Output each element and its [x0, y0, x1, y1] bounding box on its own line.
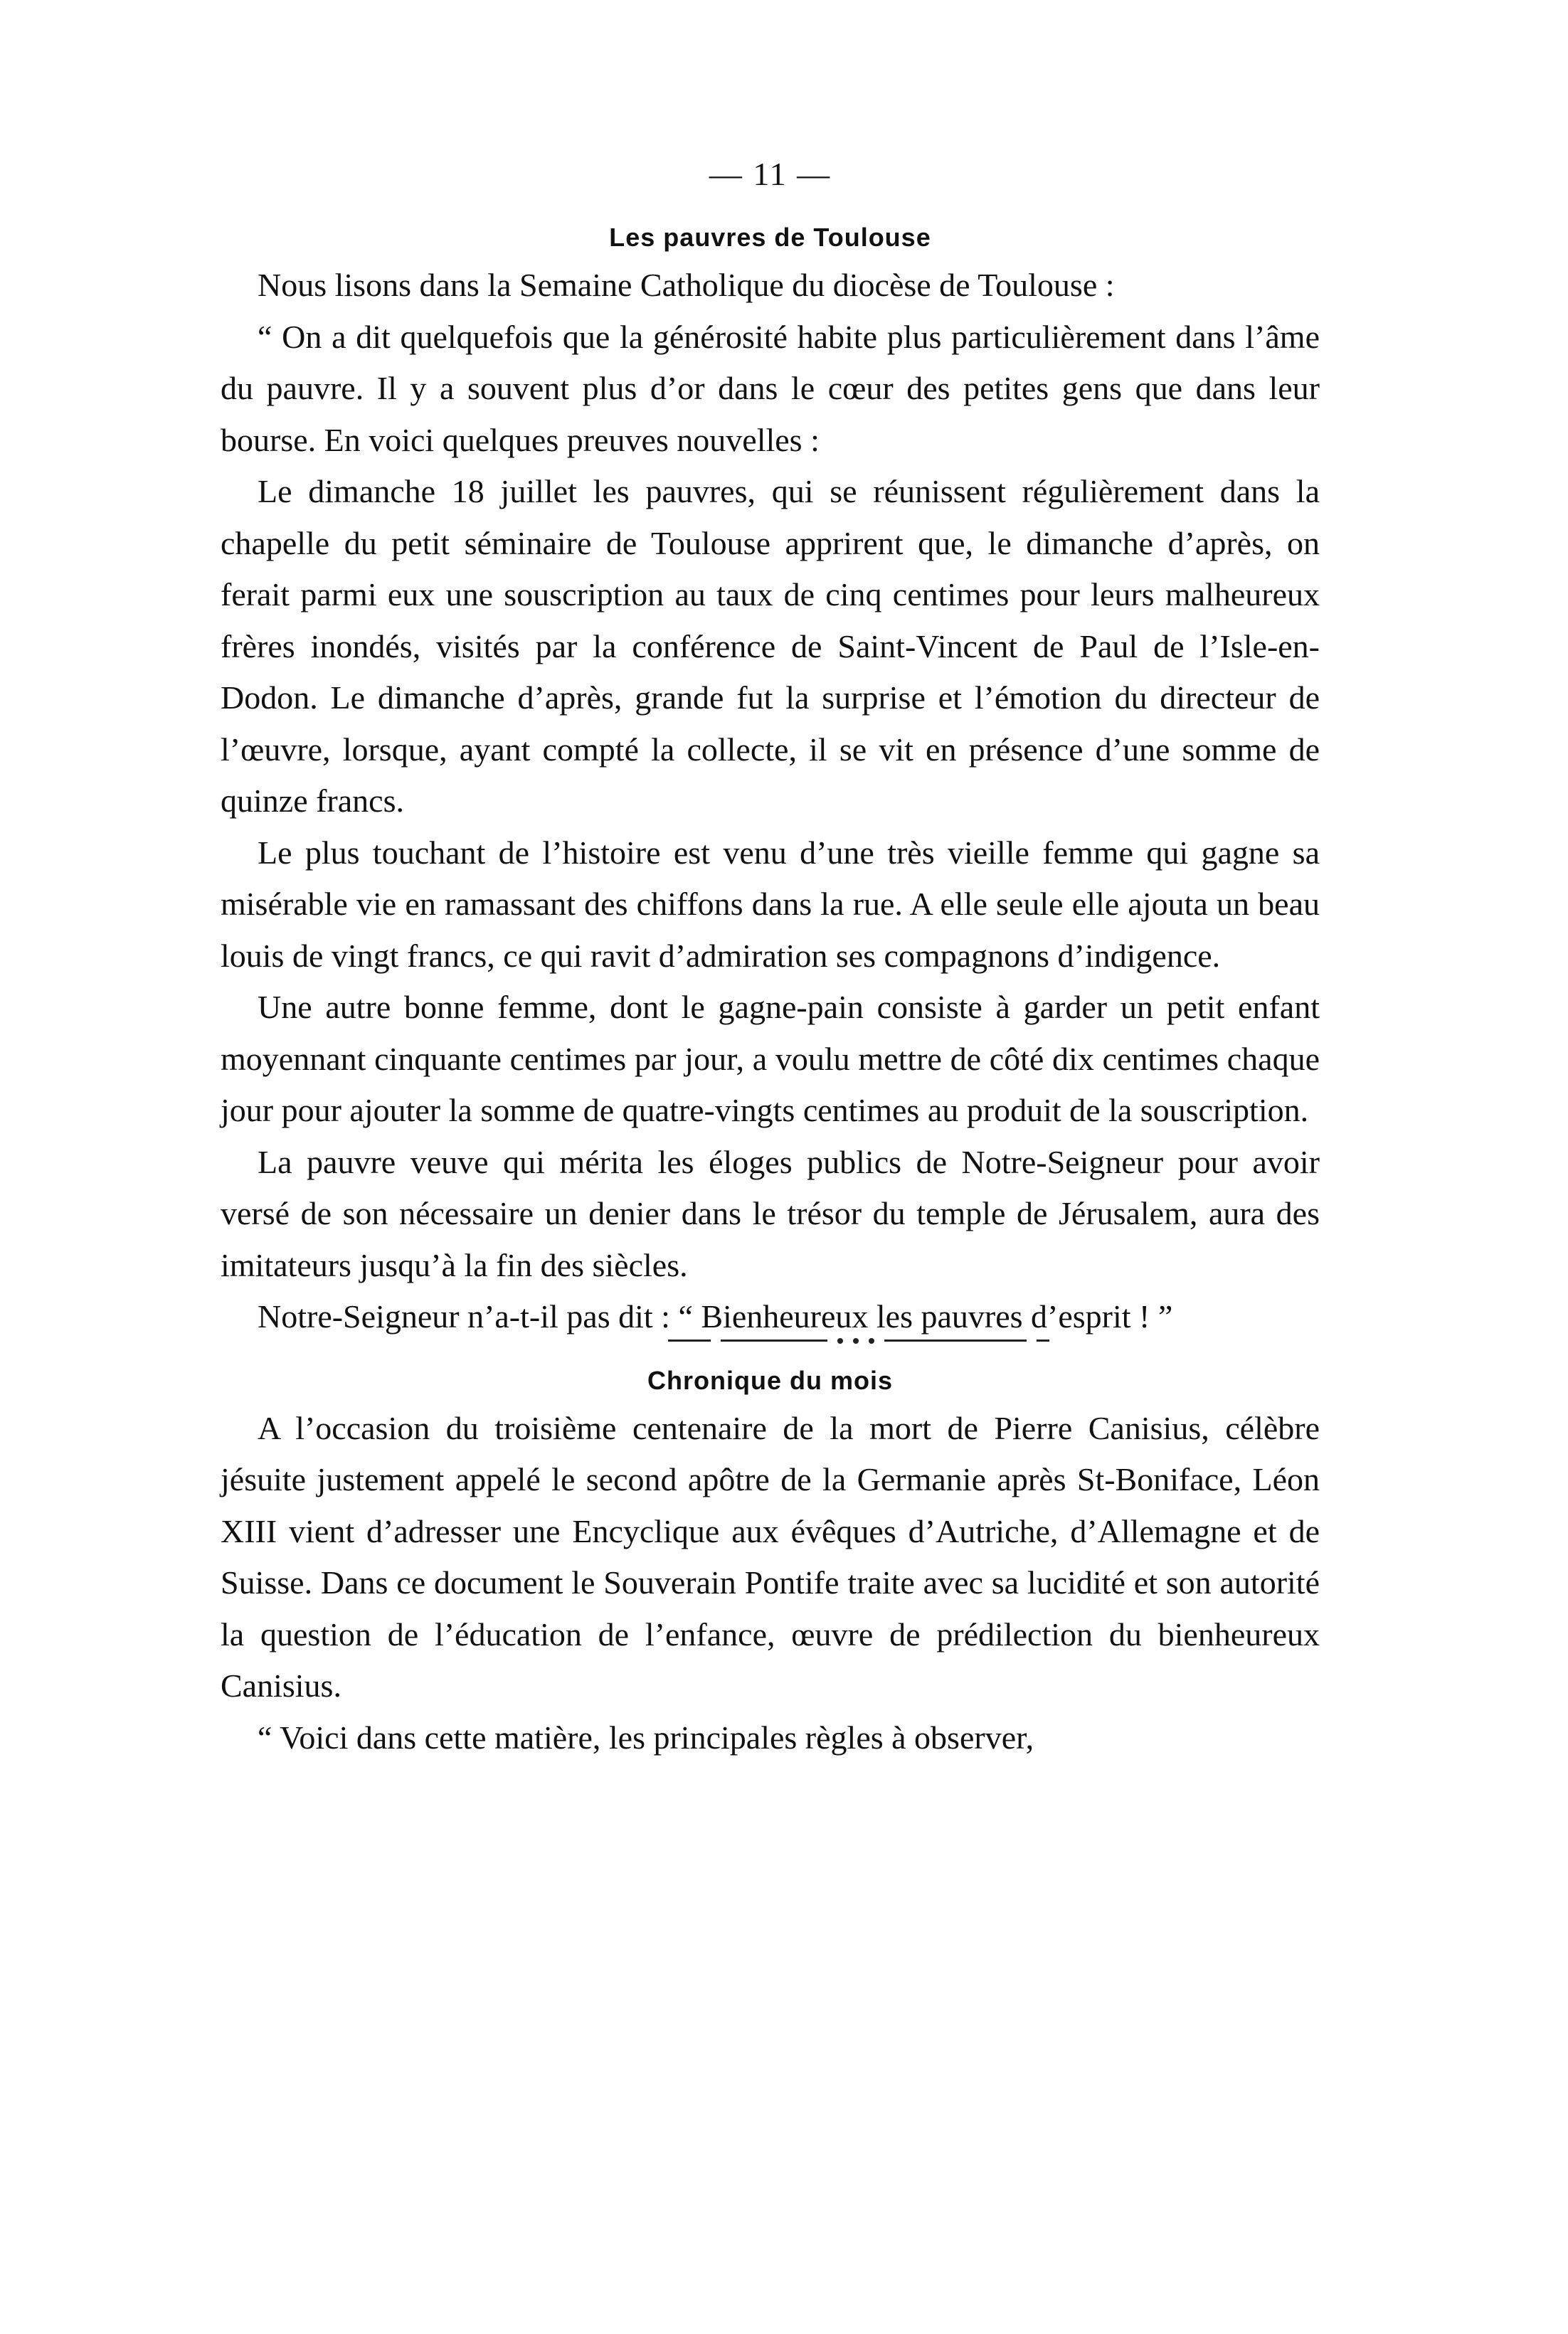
paragraph: Le dimanche 18 juillet les pauvres, qui se réunissent régulièrement dans la chapelle du petit séminaire de Toulouse apprirent que, le dimanche d’après, on ferait parmi eux une souscription au taux de cinq centimes pour leurs malheureux frères inondés, visités par la conférence de Saint-Vincent de Paul de l’Isle-en-Dodon. Le dimanche d’après, grande fut la surprise et l’émotion du directeur de l’œuvre, lorsque, ayant compté la collecte, il se vit en présence d’une somme de quinze francs. — [221, 473, 1320, 819]
section-heading-pauvres: Les pauvres de Toulouse — [609, 223, 931, 252]
section-heading-chronique: Chronique du mois — [647, 1365, 893, 1395]
paragraph: Le plus touchant de l’histoire est venu d’une très vieille femme qui gagne sa misérable vie en ramassant des chiffons dans la rue. A elle seule elle ajouta un beau louis de vingt francs, ce qui ravit d’admiration ses compagnons d’indigence. — [221, 834, 1320, 974]
divider-dot — [837, 1338, 843, 1344]
paragraph: La pauvre veuve qui mérita les éloges publics de Notre-Seigneur pour avoir versé de son nécessaire un denier dans le trésor du temple de Jérusalem, aura des imitateurs jusqu’à la fin des siècles. — [221, 1143, 1320, 1283]
paragraph: A l’occasion du troisième centenaire de la mort de Pierre Canisius, célèbre jésuite justement appelé le second apôtre de la Germanie après St-Boniface, Léon XIII vient d’adresser une Encyclique aux évêques d’Autriche, d’Allemagne et de Suisse. Dans ce document le Souverain Pontife traite avec sa lucidité et son autorité la question de l’éducation de l’enfance, œuvre de prédilection du bienheureux Canisius. — [221, 1409, 1320, 1704]
divider-dot — [853, 1338, 859, 1344]
page-number: — 11 — — [709, 156, 832, 192]
divider-segment — [721, 1340, 827, 1342]
paragraph: Notre-Seigneur n’a-t-il pas dit : “ Bienheureux les pauvres d’esprit ! ” — [258, 1298, 1173, 1335]
paragraph: Nous lisons dans la Semaine Catholique du diocèse de Toulouse : — [258, 267, 1115, 303]
document-page — [221, 153, 1320, 1763]
paragraph: “ On a dit quelquefois que la générosité habite plus particulièrement dans l’âme du pauvre. Il y a souvent plus d’or dans le cœur des petites gens que dans leur bourse. En voici quelques preuves nouvelles : — [221, 318, 1320, 458]
divider-segment — [668, 1340, 711, 1342]
divider-segment — [884, 1340, 1027, 1342]
paragraph: “ Voici dans cette matière, les principales règles à observer, — [258, 1719, 1034, 1756]
divider-segment — [1037, 1340, 1049, 1342]
paragraph: Une autre bonne femme, dont le gagne-pain consiste à garder un petit enfant moyennant cinquante centimes par jour, a voulu mettre de côté dix centimes chaque jour pour ajouter la somme de quatre-vingts centimes au produit de la souscription. — [221, 989, 1320, 1128]
divider-dot — [869, 1338, 874, 1344]
